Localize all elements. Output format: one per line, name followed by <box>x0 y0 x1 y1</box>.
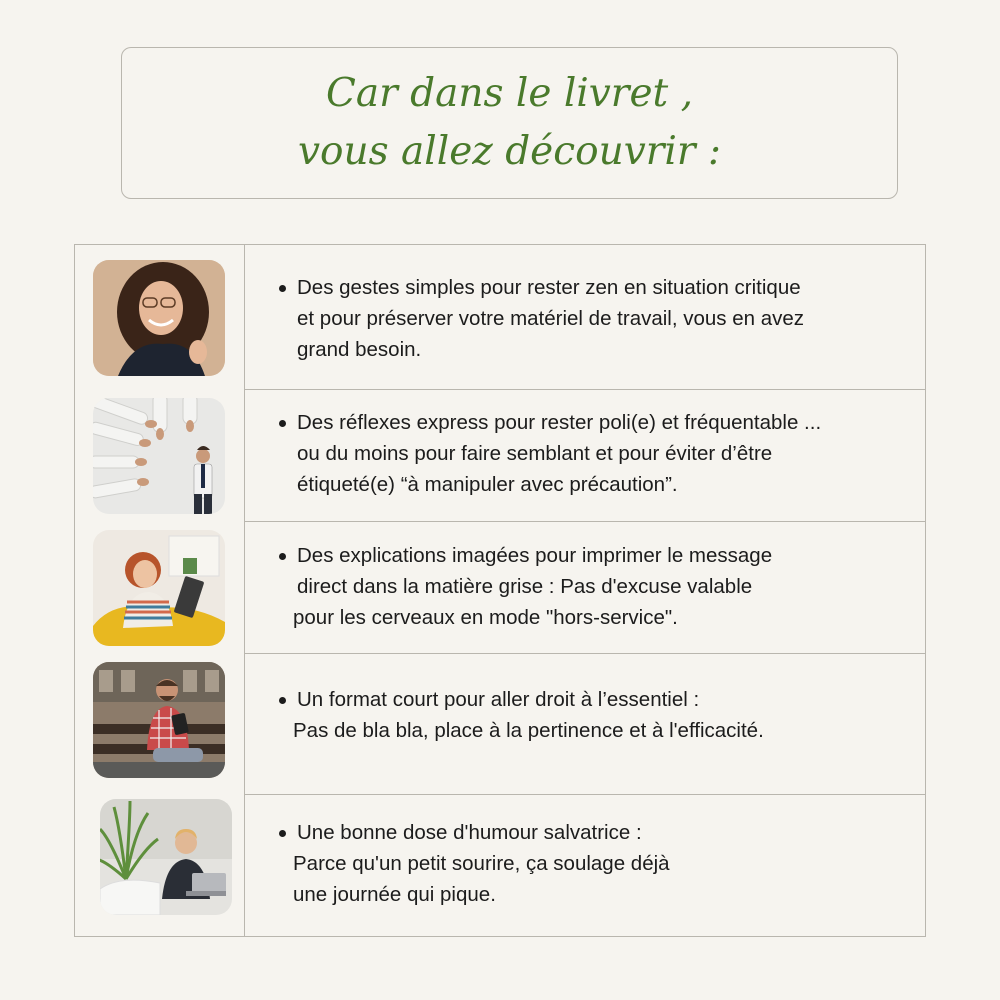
bullet-icon <box>279 553 286 560</box>
item-line: Pas de bla bla, place à la pertinence et à l'efficacité. <box>293 719 764 742</box>
man-on-bench-tablet-photo <box>93 662 225 778</box>
item-line: direct dans la matière grise : Pas d'excuse valable <box>297 575 753 598</box>
item-line: grand besoin. <box>297 338 422 361</box>
table-row <box>75 390 925 521</box>
table-row <box>75 654 925 794</box>
item-text <box>297 272 895 365</box>
table-row <box>75 795 925 937</box>
table-row <box>75 245 925 389</box>
item-line: une journée qui pique. <box>293 883 496 906</box>
item-text <box>293 817 895 910</box>
item-text <box>293 684 895 746</box>
bullet-icon <box>279 420 286 427</box>
fingers-pointing-at-man-photo <box>93 398 225 514</box>
item-line: ou du moins pour faire semblant et pour éviter d’être <box>297 442 773 465</box>
item-line: pour les cerveaux en mode "hors-service". <box>293 606 678 629</box>
table-row <box>75 522 925 653</box>
woman-reading-tablet-photo <box>93 530 225 646</box>
bullet-icon <box>279 285 286 292</box>
bullet-icon <box>279 830 286 837</box>
item-text <box>297 407 895 500</box>
item-line: Un format court pour aller droit à l’essentiel : <box>297 688 700 711</box>
item-line: Parce qu'un petit sourire, ça soulage déjà <box>293 852 670 875</box>
item-text <box>293 540 895 633</box>
woman-smiling-glasses-photo <box>93 260 225 376</box>
bullet-icon <box>279 697 286 704</box>
item-line: étiqueté(e) “à manipuler avec précaution”. <box>297 473 678 496</box>
benefits-table <box>74 244 926 937</box>
item-line: Des gestes simples pour rester zen en situation critique <box>297 276 801 299</box>
item-line: Des explications imagées pour imprimer le message <box>297 544 773 567</box>
item-line: et pour préserver votre matériel de travail, vous en avez <box>297 307 805 330</box>
item-line: Une bonne dose d'humour salvatrice : <box>297 821 642 844</box>
header-title-line-1: Car dans le livret , <box>326 71 693 116</box>
header-title-line-2: vous allez découvrir : <box>297 129 722 174</box>
header-box <box>121 47 898 199</box>
item-line: Des réflexes express pour rester poli(e) et fréquentable ... <box>297 411 822 434</box>
woman-laptop-plant-photo <box>100 799 232 915</box>
